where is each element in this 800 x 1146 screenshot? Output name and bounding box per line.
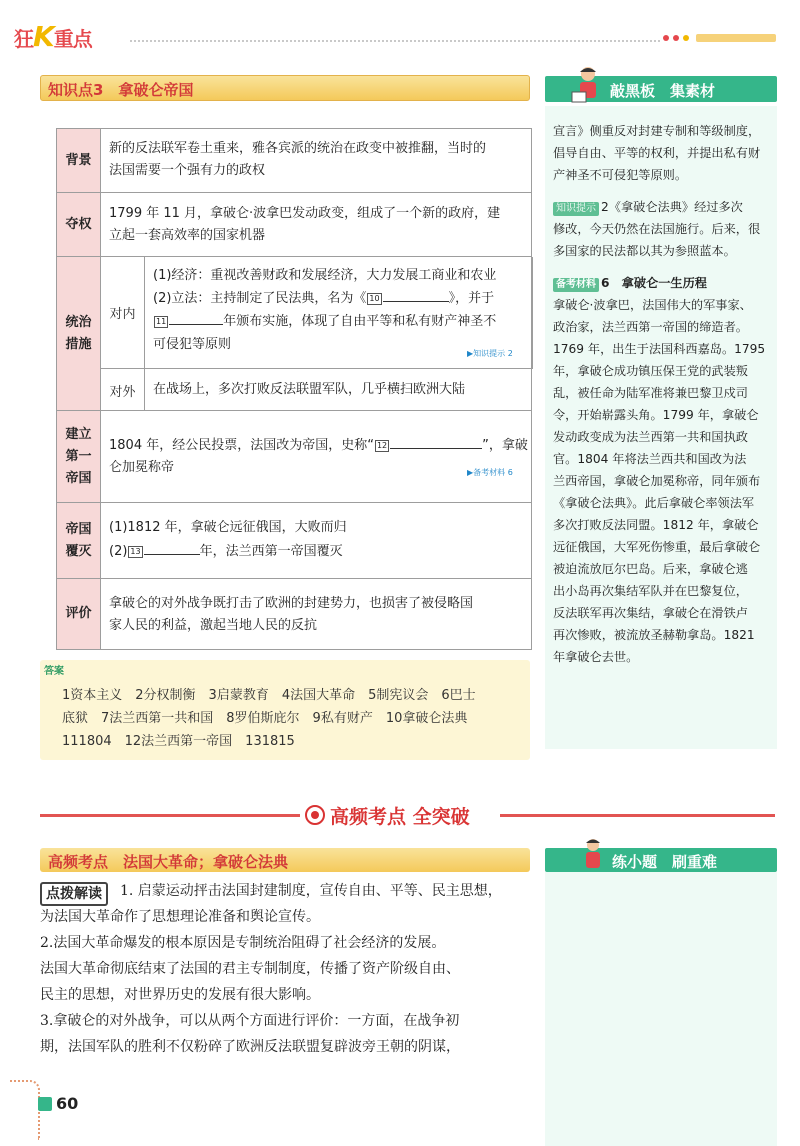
- sidebar-line: 年拿破仑去世。: [553, 650, 639, 664]
- sidebar-line: 出小岛再次集结军队并在巴黎复位，: [553, 584, 748, 598]
- body-line: 1. 启蒙运动抨击法国封建制度，宣传自由、平等、民主思想，: [120, 883, 502, 899]
- table-row: [57, 411, 531, 503]
- sidebar-line: 拿破仑·波拿巴，法国伟大的军事家、: [553, 298, 752, 312]
- sidebar-line: 远征俄国，大军死伤惨重，最后拿破仑: [553, 540, 761, 554]
- rule-line: 可侵犯等原则: [153, 337, 232, 352]
- corner-decoration: [10, 1080, 40, 1140]
- rule-line: (2)立法：主持制定了民法典，名为《 10 》，并于: [153, 291, 495, 306]
- sidebar-line: 多次打败反法同盟。1812 年，拿破仑: [553, 518, 759, 532]
- section-title: 知识点3 拿破仑帝国: [48, 81, 194, 99]
- answer-line: 111804 12法兰西第一帝国 131815: [62, 734, 295, 749]
- answer-line: 底狱 7法兰西第一共和国 8罗伯斯庇尔 9私有财产 10拿破仑法典: [62, 711, 468, 726]
- banner-rule-right: [500, 814, 775, 817]
- sidebar-line: 政治家，法兰西第一帝国的缔造者。: [553, 320, 748, 334]
- hf-title: 高频考点 法国大革命；拿破仑法典: [48, 853, 289, 871]
- knowledge-tip-pill: 知识提示: [553, 202, 599, 216]
- row-text: 仑加冕称帝: [109, 460, 175, 475]
- target-icon: [304, 804, 326, 826]
- sidebar-text: [553, 120, 775, 668]
- sidebar-line: 被迫流放厄尔巴岛。后来，拿破仑逃: [553, 562, 748, 576]
- material-tag: ▶备考材料 6: [467, 468, 513, 477]
- student-icon: [576, 836, 610, 872]
- rule-line: 在战场上，多次打败反法联盟军队，几乎横扫欧洲大陆: [153, 382, 466, 397]
- sidebar-line: 宣言》侧重反对封建专制和等级制度，: [553, 124, 761, 138]
- practice-body: [545, 872, 777, 1146]
- hf-body: [40, 878, 530, 1060]
- inner-label: 对内: [101, 257, 145, 368]
- sidebar-line: 1769 年，出生于法国科西嘉岛。1795: [553, 342, 766, 356]
- material-pill: 备考材料: [553, 278, 599, 292]
- outer-label: 对外: [101, 369, 145, 411]
- sidebar-line: 修改，今天仍然在法国施行。后来，很: [553, 222, 761, 236]
- header-decoration-icon: [660, 30, 780, 46]
- row-text: (1)1812 年，拿破仑远征俄国，大败而归: [109, 520, 347, 535]
- sidebar-line: 反法联军再次集结，拿破仑在滑铁卢: [553, 606, 748, 620]
- sidebar-line: 倡导自由、平等的权利，并提出私有财: [553, 146, 761, 160]
- row-text: 1799 年 11 月，拿破仑·波拿巴发动政变，组成了一个新的政府，建: [109, 206, 501, 221]
- sidebar-line: 年，拿破仑成功镇压保王党的武装叛: [553, 364, 748, 378]
- tip-heading: 知识提示 2《拿破仑法典》经过多次: [553, 196, 775, 218]
- knowledge-table: [56, 128, 532, 650]
- row-label: 建立 第一 帝国: [57, 411, 101, 502]
- table-row: [57, 193, 531, 257]
- practice-title: 练小题 刷重难: [612, 853, 718, 871]
- banner-title: 高频考点 全突破: [330, 806, 470, 828]
- table-row: [57, 257, 531, 411]
- sidebar-line: 《拿破仑法典》。此后拿破仑率领法军: [553, 496, 755, 510]
- row-text: 拿破仑的对外战争既打击了欧洲的封建势力，也损害了被侵略国: [109, 596, 474, 611]
- table-row: [57, 579, 531, 649]
- row-label: 夺权: [57, 193, 101, 256]
- row-text: 1804 年，经公民投票，法国改为帝国，史称“ 12 ”，拿破: [109, 438, 528, 453]
- knowledge-tip-tag: ▶知识提示 2: [467, 349, 513, 358]
- row-label: 帝国 覆灭: [57, 503, 101, 578]
- row-label: 背景: [57, 129, 101, 192]
- sidebar-line: 兰西帝国，拿破仑加冕称帝，同年颁布: [553, 474, 761, 488]
- sidebar-line: 产神圣不可侵犯等原则。: [553, 168, 688, 182]
- body-line: 为法国大革命作了思想理论准备和舆论宣传。: [40, 909, 320, 925]
- answer-list: [62, 684, 522, 753]
- row-label: 评价: [57, 579, 101, 649]
- page-number: 60: [56, 1094, 79, 1113]
- table-row: [57, 129, 531, 193]
- answer-line: 1资本主义 2分权制衡 3启蒙教育 4法国大革命 5制宪议会 6巴士: [62, 688, 476, 703]
- answer-icon: 答案: [44, 666, 64, 677]
- sidebar-line: 令，开始崭露头角。1799 年，拿破仑: [553, 408, 759, 422]
- row-text: 立起一套高效率的国家机器: [109, 228, 266, 243]
- student-icon: [568, 64, 608, 104]
- sidebar-line: 发动政变成为法兰西第一共和国执政: [553, 430, 748, 444]
- material-heading: 备考材料 6 拿破仑一生历程: [553, 272, 775, 294]
- row-text: 新的反法联军卷土重来，雅各宾派的统治在政变中被推翻，当时的: [109, 141, 487, 156]
- book-icon: [38, 1097, 52, 1111]
- sidebar-line: 官。1804 年将法兰西共和国改为法: [553, 452, 747, 466]
- rule-line: (1)经济：重视改善财政和发展经济，大力发展工商业和农业: [153, 268, 497, 283]
- body-line: 期，法国军队的胜利不仅粉碎了欧洲反法联盟复辟波旁王朝的阴谋，: [40, 1039, 460, 1055]
- row-label: 统治 措施: [57, 257, 101, 410]
- rule-line: 11 年颁布实施，体现了自由平等和私有财产神圣不: [156, 314, 497, 329]
- body-line: 3.拿破仑的对外战争，可以从两个方面进行评价：一方面，在战争初: [40, 1013, 460, 1029]
- row-text: 家人民的利益，激起当地人民的反抗: [109, 618, 318, 633]
- body-line: 法国大革命彻底结束了法国的君主专制制度，传播了资产阶级自由、: [40, 961, 460, 977]
- row-text: 法国需要一个强有力的政权: [109, 163, 266, 178]
- row-text: (2) 13 年，法兰西第一帝国覆灭: [109, 544, 343, 559]
- table-row: [57, 503, 531, 579]
- sidebar-line: 多国家的民法都以其为参照蓝本。: [553, 244, 736, 258]
- body-line: 2.法国大革命爆发的根本原因是专制统治阻碍了社会经济的发展。: [40, 935, 446, 951]
- sidebar-line: 再次惨败，被流放圣赫勒拿岛。1821: [553, 628, 755, 642]
- banner-rule-left: [40, 814, 300, 817]
- sidebar-title: 敲黑板 集素材: [610, 82, 716, 100]
- sidebar-line: 乱，被任命为陆军准将兼巴黎卫戍司: [553, 386, 748, 400]
- header-divider: [130, 40, 660, 42]
- brand-logo: 狂K重点: [14, 20, 92, 53]
- body-line: 民主的思想，对世界历史的发展有很大影响。: [40, 987, 320, 1003]
- tip-label: 点拨解读: [40, 882, 108, 906]
